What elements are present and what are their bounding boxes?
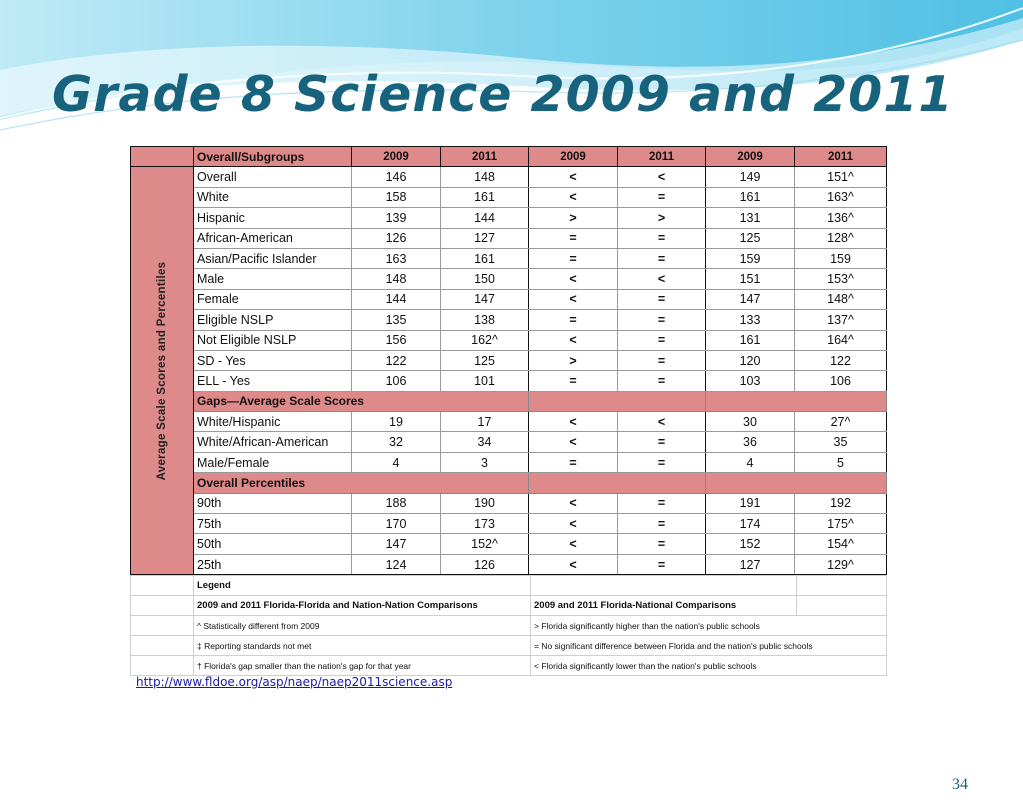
table-row [131, 493, 887, 513]
table-row [131, 310, 887, 330]
cell-value: 3 [441, 452, 529, 472]
cell-value: 147 [441, 289, 529, 309]
row-label: Male/Female [194, 452, 352, 472]
cell-value: < [529, 554, 618, 574]
cell-value: 106 [795, 371, 887, 391]
cell-value: < [529, 289, 618, 309]
cell-value: 129^ [795, 554, 887, 574]
cell-value: 152^ [441, 534, 529, 554]
row-label: ELL - Yes [194, 371, 352, 391]
cell-value: = [618, 310, 706, 330]
side-label-cell [131, 167, 194, 575]
row-label: Female [194, 289, 352, 309]
row-label: White [194, 187, 352, 207]
cell-value: 146 [352, 167, 441, 187]
cell-value: 137^ [795, 310, 887, 330]
table-row [131, 289, 887, 309]
table-row [131, 248, 887, 268]
cell-value: < [529, 269, 618, 289]
table-row [131, 514, 887, 534]
legend-row [131, 656, 887, 676]
cell-value: 154^ [795, 534, 887, 554]
legend-item: < Florida significantly lower than the nation's public schools [531, 656, 887, 676]
cell-value: < [618, 167, 706, 187]
cell-value: = [618, 493, 706, 513]
cell-value: 151 [706, 269, 795, 289]
header-subgroups-label: Overall/Subgroups [194, 147, 352, 167]
cell-value: < [529, 432, 618, 452]
cell-value: 133 [706, 310, 795, 330]
section-header-row [131, 473, 887, 493]
cell-value: 124 [352, 554, 441, 574]
header-year: 2009 [352, 147, 441, 167]
cell-value: 147 [352, 534, 441, 554]
cell-value: 156 [352, 330, 441, 350]
header-year: 2011 [441, 147, 529, 167]
legend-row [131, 576, 887, 596]
cell-value: = [618, 330, 706, 350]
table-row [131, 187, 887, 207]
cell-value: = [529, 371, 618, 391]
cell-value: 163^ [795, 187, 887, 207]
cell-value: = [618, 371, 706, 391]
cell-value: 144 [352, 289, 441, 309]
table-row [131, 228, 887, 248]
cell-value: < [529, 330, 618, 350]
row-label: Male [194, 269, 352, 289]
cell-value: = [529, 310, 618, 330]
cell-value: = [618, 350, 706, 370]
table-row [131, 167, 887, 187]
legend-row [131, 616, 887, 636]
row-label: White/Hispanic [194, 412, 352, 432]
legend-row [131, 636, 887, 656]
cell-value: = [618, 452, 706, 472]
legend-item: = No significant difference between Florida and the nation's public schools [531, 636, 887, 656]
cell-value: 27^ [795, 412, 887, 432]
cell-value: 174 [706, 514, 795, 534]
page-number: 34 [952, 776, 968, 793]
cell-value: 125 [441, 350, 529, 370]
cell-value: 190 [441, 493, 529, 513]
cell-value: 149 [706, 167, 795, 187]
cell-value: = [618, 248, 706, 268]
header-year: 2011 [795, 147, 887, 167]
slide-title: Grade 8 Science 2009 and 2011 [52, 66, 954, 123]
cell-value: 162^ [441, 330, 529, 350]
cell-value: 147 [706, 289, 795, 309]
row-label: 90th [194, 493, 352, 513]
cell-value: 191 [706, 493, 795, 513]
table-row [131, 371, 887, 391]
cell-value: > [529, 350, 618, 370]
cell-value: 161 [441, 187, 529, 207]
cell-value: = [618, 514, 706, 534]
legend-item: ‡ Reporting standards not met [194, 636, 531, 656]
table-row [131, 350, 887, 370]
cell-value: 4 [352, 452, 441, 472]
row-label: African-American [194, 228, 352, 248]
cell-value: 106 [352, 371, 441, 391]
legend-left-heading: 2009 and 2011 Florida-Florida and Nation-Nation Comparisons [194, 596, 531, 616]
row-label: Asian/Pacific Islander [194, 248, 352, 268]
row-label: Not Eligible NSLP [194, 330, 352, 350]
results-table-container [130, 146, 886, 676]
cell-value: 36 [706, 432, 795, 452]
side-label: Average Scale Scores and Percentiles [156, 261, 168, 481]
table-row [131, 208, 887, 228]
header-year: 2011 [618, 147, 706, 167]
cell-value: 144 [441, 208, 529, 228]
cell-value: 164^ [795, 330, 887, 350]
cell-value: 161 [441, 248, 529, 268]
legend-title: Legend [194, 576, 531, 596]
cell-value: 35 [795, 432, 887, 452]
cell-value: 173 [441, 514, 529, 534]
cell-value: < [529, 534, 618, 554]
cell-value: 163 [352, 248, 441, 268]
table-row [131, 432, 887, 452]
section-header-row [131, 391, 887, 411]
row-label: 50th [194, 534, 352, 554]
cell-value: 159 [706, 248, 795, 268]
cell-value: 17 [441, 412, 529, 432]
cell-value: 151^ [795, 167, 887, 187]
table-header-row [131, 147, 887, 167]
row-label: Hispanic [194, 208, 352, 228]
row-label: White/African-American [194, 432, 352, 452]
cell-value: 34 [441, 432, 529, 452]
cell-value: = [618, 554, 706, 574]
results-table-body [131, 147, 887, 575]
cell-value: 150 [441, 269, 529, 289]
row-label: Eligible NSLP [194, 310, 352, 330]
cell-value: 126 [352, 228, 441, 248]
legend-item: > Florida significantly higher than the nation's public schools [531, 616, 887, 636]
cell-value: 175^ [795, 514, 887, 534]
legend-right-heading: 2009 and 2011 Florida-National Comparisons [531, 596, 797, 616]
section-title: Overall Percentiles [194, 473, 529, 493]
cell-value: 159 [795, 248, 887, 268]
cell-value: 127 [441, 228, 529, 248]
cell-value: < [618, 412, 706, 432]
cell-value: 139 [352, 208, 441, 228]
cell-value: < [529, 412, 618, 432]
cell-value: = [618, 432, 706, 452]
row-label: 75th [194, 514, 352, 534]
cell-value: = [618, 187, 706, 207]
cell-value: = [529, 228, 618, 248]
cell-value: 126 [441, 554, 529, 574]
cell-value: 161 [706, 187, 795, 207]
table-row [131, 412, 887, 432]
cell-value: < [529, 167, 618, 187]
cell-value: 192 [795, 493, 887, 513]
cell-value: 30 [706, 412, 795, 432]
cell-value: = [618, 228, 706, 248]
cell-value: 32 [352, 432, 441, 452]
cell-value: < [529, 187, 618, 207]
table-row [131, 452, 887, 472]
legend-table [130, 575, 887, 676]
cell-value: 138 [441, 310, 529, 330]
header-year: 2009 [706, 147, 795, 167]
table-row [131, 269, 887, 289]
results-table [130, 146, 887, 575]
header-year: 2009 [529, 147, 618, 167]
cell-value: 128^ [795, 228, 887, 248]
cell-value: 161 [706, 330, 795, 350]
legend-item: † Florida's gap smaller than the nation's gap for that year [194, 656, 531, 676]
cell-value: 122 [352, 350, 441, 370]
cell-value: 152 [706, 534, 795, 554]
legend-item: ^ Statistically different from 2009 [194, 616, 531, 636]
cell-value: 127 [706, 554, 795, 574]
cell-value: < [529, 493, 618, 513]
table-row [131, 330, 887, 350]
table-row [131, 554, 887, 574]
cell-value: 148 [441, 167, 529, 187]
cell-value: 135 [352, 310, 441, 330]
cell-value: 131 [706, 208, 795, 228]
cell-value: > [529, 208, 618, 228]
cell-value: 148 [352, 269, 441, 289]
row-label: Overall [194, 167, 352, 187]
cell-value: = [529, 248, 618, 268]
cell-value: 120 [706, 350, 795, 370]
cell-value: 101 [441, 371, 529, 391]
cell-value: 122 [795, 350, 887, 370]
cell-value: = [618, 534, 706, 554]
cell-value: < [618, 269, 706, 289]
cell-value: 4 [706, 452, 795, 472]
cell-value: 5 [795, 452, 887, 472]
cell-value: 103 [706, 371, 795, 391]
cell-value: < [529, 514, 618, 534]
cell-value: 153^ [795, 269, 887, 289]
cell-value: 188 [352, 493, 441, 513]
row-label: SD - Yes [194, 350, 352, 370]
row-label: 25th [194, 554, 352, 574]
cell-value: = [529, 452, 618, 472]
section-title: Gaps—Average Scale Scores [194, 391, 529, 411]
source-link[interactable]: http://www.fldoe.org/asp/naep/naep2011science.asp [136, 675, 453, 689]
legend-row [131, 596, 887, 616]
cell-value: 125 [706, 228, 795, 248]
cell-value: = [618, 289, 706, 309]
cell-value: 158 [352, 187, 441, 207]
cell-value: 136^ [795, 208, 887, 228]
cell-value: > [618, 208, 706, 228]
table-row [131, 534, 887, 554]
cell-value: 19 [352, 412, 441, 432]
cell-value: 170 [352, 514, 441, 534]
cell-value: 148^ [795, 289, 887, 309]
